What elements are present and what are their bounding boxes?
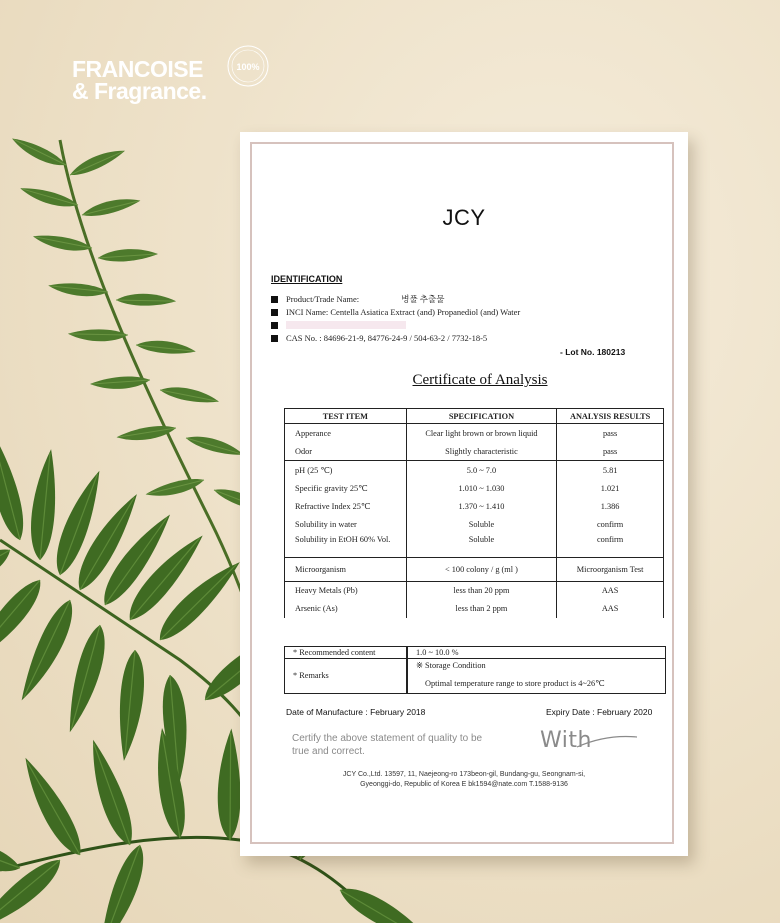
inci-name-value: Centella Asiatica Extract (and) Propanediol (and) Water	[330, 307, 521, 317]
table-header-row	[285, 409, 664, 424]
signature: With	[540, 728, 592, 753]
table-row: Microorganism < 100 colony / g (ml ) Microorganism Test	[285, 557, 664, 581]
signature-stroke-icon	[575, 733, 640, 753]
recommended-label: * Recommended content	[293, 648, 376, 657]
company-footer: JCY Co.,Ltd. 13597, 11, Naejeong-ro 173beon-gil, Bundang-gu, Seongnam-si, Gyeonggi-do, Republic of Korea E bk1594@nate.com T.1588-9136	[342, 771, 586, 788]
divider	[406, 659, 408, 693]
header-specification: SPECIFICATION	[406, 409, 557, 424]
certificate-title: Certificate of Analysis	[412, 372, 548, 388]
svg-text:100%: 100%	[236, 62, 260, 72]
table-row: Heavy Metals (Pb) less than 20 ppm AAS	[285, 581, 664, 600]
cas-number-value: 84696-21-9, 84776-24-9 / 504-63-2 / 7732-18-5	[323, 333, 488, 343]
bullet-icon	[271, 296, 278, 303]
product-name-row: Product/Trade Name: 병풀 추출물	[271, 293, 444, 305]
remarks-label: * Remarks	[293, 671, 329, 680]
table-row: pH (25 ℃) 5.0 ~ 7.0 5.81	[285, 461, 664, 480]
table-row: Refractive Index 25℃ 1.370 ~ 1.410 1.386	[285, 497, 664, 515]
inci-name-row: INCI Name: Centella Asiatica Extract (and) Propanediol (and) Water	[271, 307, 520, 317]
expiry-date: Expiry Date : February 2020	[546, 707, 653, 717]
identification-heading: IDENTIFICATION	[271, 274, 343, 284]
table-row: Apperance Clear light brown or brown liquid pass	[285, 424, 664, 443]
brand-logo	[72, 58, 207, 102]
recommended-value: 1.0 ~ 10.0 %	[416, 648, 459, 657]
manufacture-date: Date of Manufacture : February 2018	[286, 707, 426, 717]
nature-seal-icon	[226, 44, 270, 88]
company-heading: JCY	[442, 205, 486, 230]
product-name-value: 병풀 추출물	[401, 294, 445, 304]
redacted-row	[271, 320, 406, 330]
bullet-icon	[271, 309, 278, 316]
lot-number: - Lot No. 180213	[560, 347, 626, 357]
storage-heading: ※ Storage Condition	[416, 661, 486, 670]
redacted-text	[286, 321, 406, 329]
brand-line-1: FRANCOISE	[72, 56, 203, 82]
certification-statement: Certify the above statement of quality to be true and correct.	[292, 733, 483, 757]
header-analysis-results: ANALYSIS RESULTS	[557, 409, 664, 424]
cas-number-row: CAS No. : 84696-21-9, 84776-24-9 / 504-63-2 / 7732-18-5	[271, 333, 487, 343]
table-row: Specific gravity 25℃ 1.010 ~ 1.030 1.021	[285, 479, 664, 497]
analysis-table	[284, 408, 664, 618]
bullet-icon	[271, 322, 278, 329]
table-row: Solubility in EtOH 60% Vol. Soluble confirm	[285, 533, 664, 557]
table-row: Solubility in water Soluble confirm	[285, 515, 664, 533]
storage-text: Optimal temperature range to store product is 4~26℃	[425, 679, 605, 688]
table-row: Arsenic (As) less than 2 ppm AAS	[285, 600, 664, 618]
table-row: Odor Slightly characteristic pass	[285, 442, 664, 461]
bullet-icon	[271, 335, 278, 342]
remarks-row	[284, 658, 666, 694]
brand-line-2: & Fragrance.	[72, 78, 207, 104]
header-test-item: TEST ITEM	[285, 409, 407, 424]
